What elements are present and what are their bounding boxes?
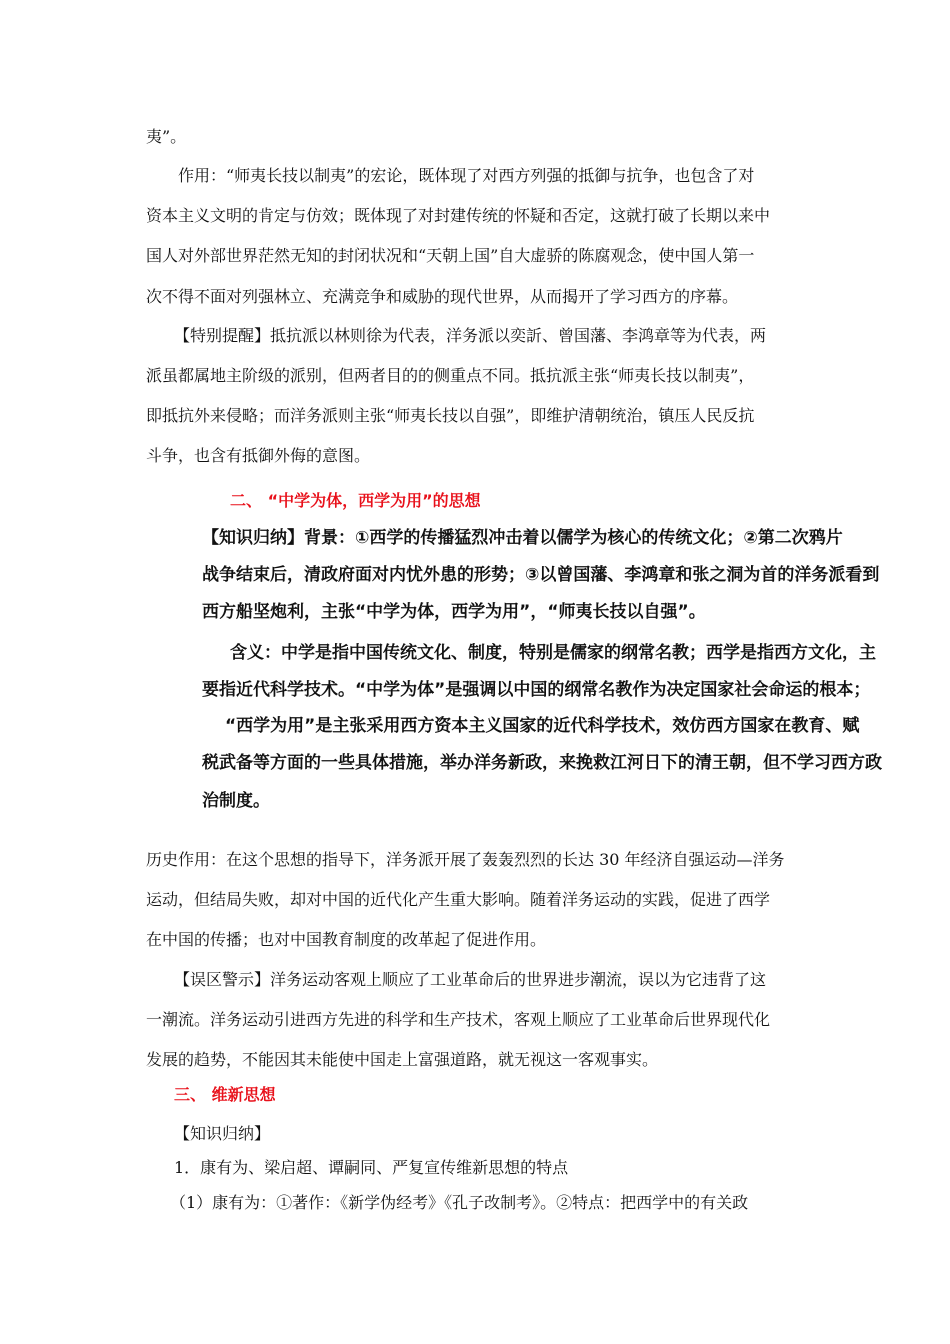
warning-line: 一潮流。洋务运动引进西方先进的科学和生产技术，客观上顺应了工业革命后世界现代化 — [146, 1010, 771, 1029]
knowledge-line: 【知识归纳】背景：①西学的传播猛烈冲击着以儒学为核心的传统文化；②第二次鸦片 — [202, 528, 843, 548]
warning-line: 发展的趋势，不能因其未能使中国走上富强道路，就无视这一客观事实。 — [146, 1050, 659, 1069]
knowledge-line: 治制度。 — [202, 791, 270, 811]
knowledge-line: 西方船坚炮利，主张“中学为体，西学为用”，“师夷长技以自强”。 — [202, 602, 706, 622]
knowledge-line: 含义：中学是指中国传统文化、制度，特别是儒家的纲常名教；西学是指西方文化，主 — [230, 643, 876, 663]
special-reminder-line: 斗争，也含有抵御外侮的意图。 — [146, 446, 371, 465]
text-line: 历史作用：在这个思想的指导下，洋务派开展了轰轰烈烈的长达 30 年经济自强运动—洋务 — [146, 850, 785, 869]
special-reminder-line: 即抵抗外来侵略；而洋务派则主张“师夷长技以自强”，即维护清朝统治，镇压人民反抗 — [146, 406, 755, 425]
text-line: 国人对外部世界茫然无知的封闭状况和“天朝上国”自大虚骄的陈腐观念，使中国人第一 — [146, 246, 755, 265]
text-line: 作用：“师夷长技以制夷”的宏论，既体现了对西方列强的抵御与抗争，也包含了对 — [178, 166, 755, 185]
list-item: 1．康有为、梁启超、谭嗣同、严复宣传维新思想的特点 — [174, 1158, 569, 1177]
section-heading: 二、 “中学为体，西学为用”的思想 — [230, 491, 481, 510]
section-heading: 三、 维新思想 — [174, 1085, 276, 1104]
knowledge-line: “西学为用”是主张采用西方资本主义国家的近代科学技术，效仿西方国家在教育、赋 — [225, 716, 860, 736]
knowledge-line: 税武备等方面的一些具体措施，举办洋务新政，来挽救江河日下的清王朝，但不学习西方政 — [202, 753, 882, 773]
special-reminder-line: 派虽都属地主阶级的派别，但两者目的的侧重点不同。抵抗派主张“师夷长技以制夷”， — [146, 366, 755, 385]
text-line: 资本主义文明的肯定与仿效；既体现了对封建传统的怀疑和否定，这就打破了长期以来中 — [146, 206, 771, 225]
list-item: （1）康有为：①著作：《新学伪经考》《孔子改制考》。②特点：把西学中的有关政 — [170, 1193, 749, 1212]
text-line: 夷”。 — [146, 127, 187, 146]
special-reminder-line: 【特别提醒】抵抗派以林则徐为代表，洋务派以奕訢、曾国藩、李鸿章等为代表，两 — [174, 326, 767, 345]
knowledge-label: 【知识归纳】 — [174, 1124, 271, 1143]
knowledge-line: 要指近代科学技术。“中学为体”是强调以中国的纲常名教作为决定国家社会命运的根本； — [202, 680, 871, 700]
text-line: 运动，但结局失败，却对中国的近代化产生重大影响。随着洋务运动的实践，促进了西学 — [146, 890, 771, 909]
warning-line: 【误区警示】洋务运动客观上顺应了工业革命后的世界进步潮流，误以为它违背了这 — [174, 970, 767, 989]
knowledge-line: 战争结束后，清政府面对内忧外患的形势；③以曾国藩、李鸿章和张之洞为首的洋务派看到 — [202, 565, 880, 585]
text-line: 在中国的传播；也对中国教育制度的改革起了促进作用。 — [146, 930, 547, 949]
text-line: 次不得不面对列强林立、充满竞争和威胁的现代世界，从而揭开了学习西方的序幕。 — [146, 287, 739, 306]
